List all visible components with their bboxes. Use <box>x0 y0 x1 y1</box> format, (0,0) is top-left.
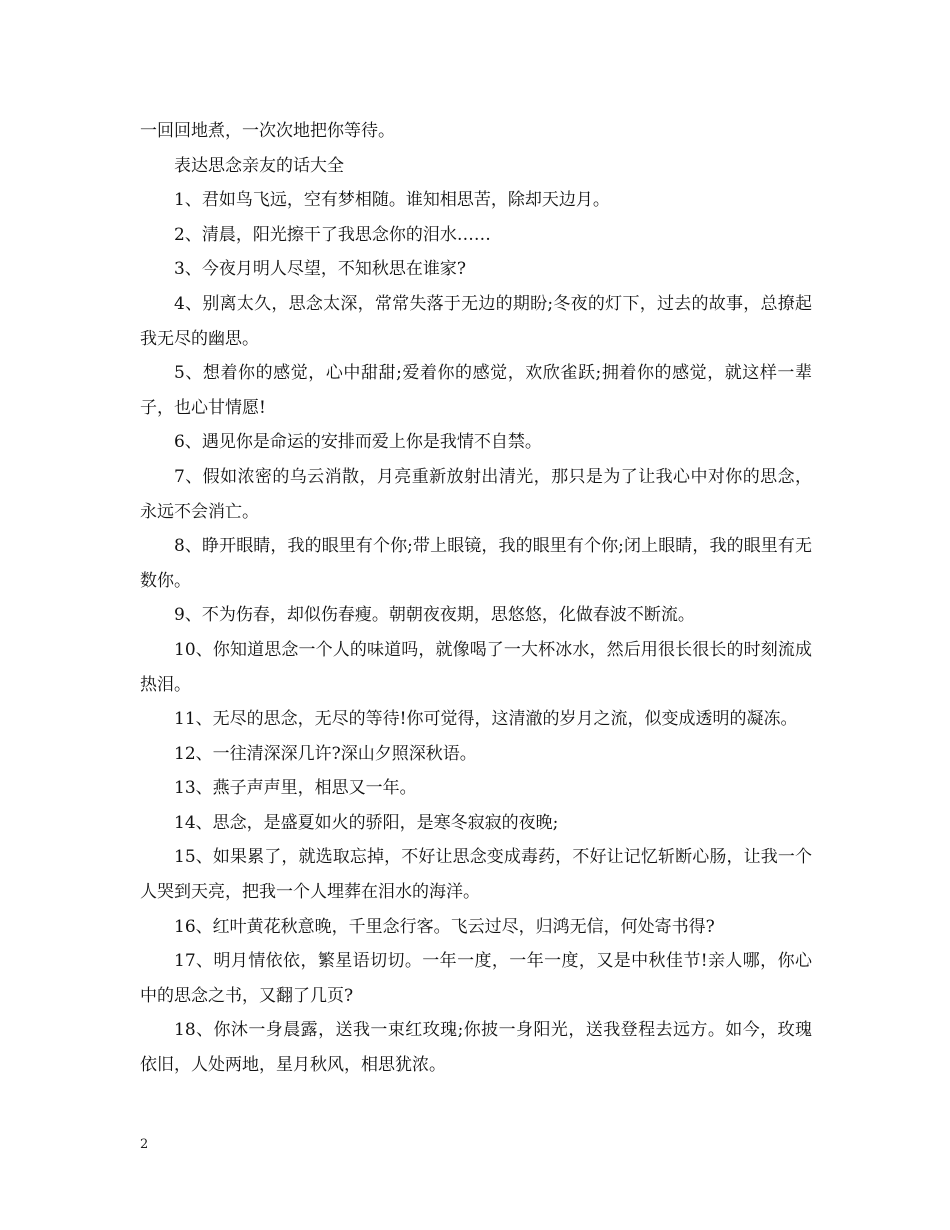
paragraph: 18、你沐一身晨露，送我一束红玫瑰;你披一身阳光，送我登程去远方。如今，玫瑰依旧，人处两地，星月秋风，相思犹浓。 <box>140 1020 812 1076</box>
paragraph: 12、一往清深深几许?深山夕照深秋语。 <box>174 743 477 764</box>
paragraph: 4、别离太久，思念太深，常常失落于无边的期盼;冬夜的灯下，过去的故事，总撩起我无尽的幽思。 <box>140 293 812 349</box>
paragraph: 15、如果累了，就选取忘掉，不好让思念变成毒药，不好让记忆斩断心肠，让我一个人哭到天亮，把我一个人埋葬在泪水的海洋。 <box>140 847 812 903</box>
paragraph: 5、想着你的感觉，心中甜甜;爱着你的感觉，欢欣雀跃;拥着你的感觉，就这样一辈子，也心甘情愿! <box>140 363 812 418</box>
paragraph: 1、君如鸟飞远，空有梦相随。谁知相思苦，除却天边月。 <box>174 190 610 211</box>
paragraph: 13、燕子声声里，相思又一年。 <box>174 778 417 799</box>
paragraph: 一回回地煮，一次次地把你等待。 <box>140 121 395 141</box>
paragraph: 7、假如浓密的乌云消散，月亮重新放射出清光，那只是为了让我心中对你的思念，永远不会消亡。 <box>140 466 812 522</box>
page-number: 2 <box>140 1137 149 1152</box>
paragraph: 14、思念，是盛夏如火的骄阳，是寒冬寂寂的夜晚; <box>174 812 559 833</box>
document-body <box>140 114 812 1083</box>
paragraph: 16、红叶黄花秋意晚，千里念行客。飞云过尽，归鸿无信，何处寄书得? <box>174 916 715 937</box>
paragraph: 11、无尽的思念，无尽的等待!你可觉得，这清澈的岁月之流，似变成透明的凝冻。 <box>174 709 798 730</box>
paragraph: 10、你知道思念一个人的味道吗，就像喝了一大杯冰水，然后用很长很长的时刻流成热泪。 <box>140 639 812 695</box>
paragraph: 8、睁开眼睛，我的眼里有个你;带上眼镜，我的眼里有个你;闭上眼睛，我的眼里有无数你。 <box>140 536 812 591</box>
section-heading: 表达思念亲友的话大全 <box>174 155 344 176</box>
paragraph: 9、不为伤春，却似伤春瘦。朝朝夜夜期，思悠悠，化做春波不断流。 <box>174 605 695 626</box>
paragraph: 3、今夜月明人尽望，不知秋思在谁家? <box>174 259 466 280</box>
paragraph: 2、清晨，阳光擦干了我思念你的泪水…… <box>174 224 491 245</box>
paragraph: 17、明月情依依，繁星语切切。一年一度，一年一度，又是中秋佳节!亲人哪，你心中的思念之书，又翻了几页? <box>140 951 812 1006</box>
paragraph: 6、遇见你是命运的安排而爱上你是我情不自禁。 <box>174 432 542 453</box>
